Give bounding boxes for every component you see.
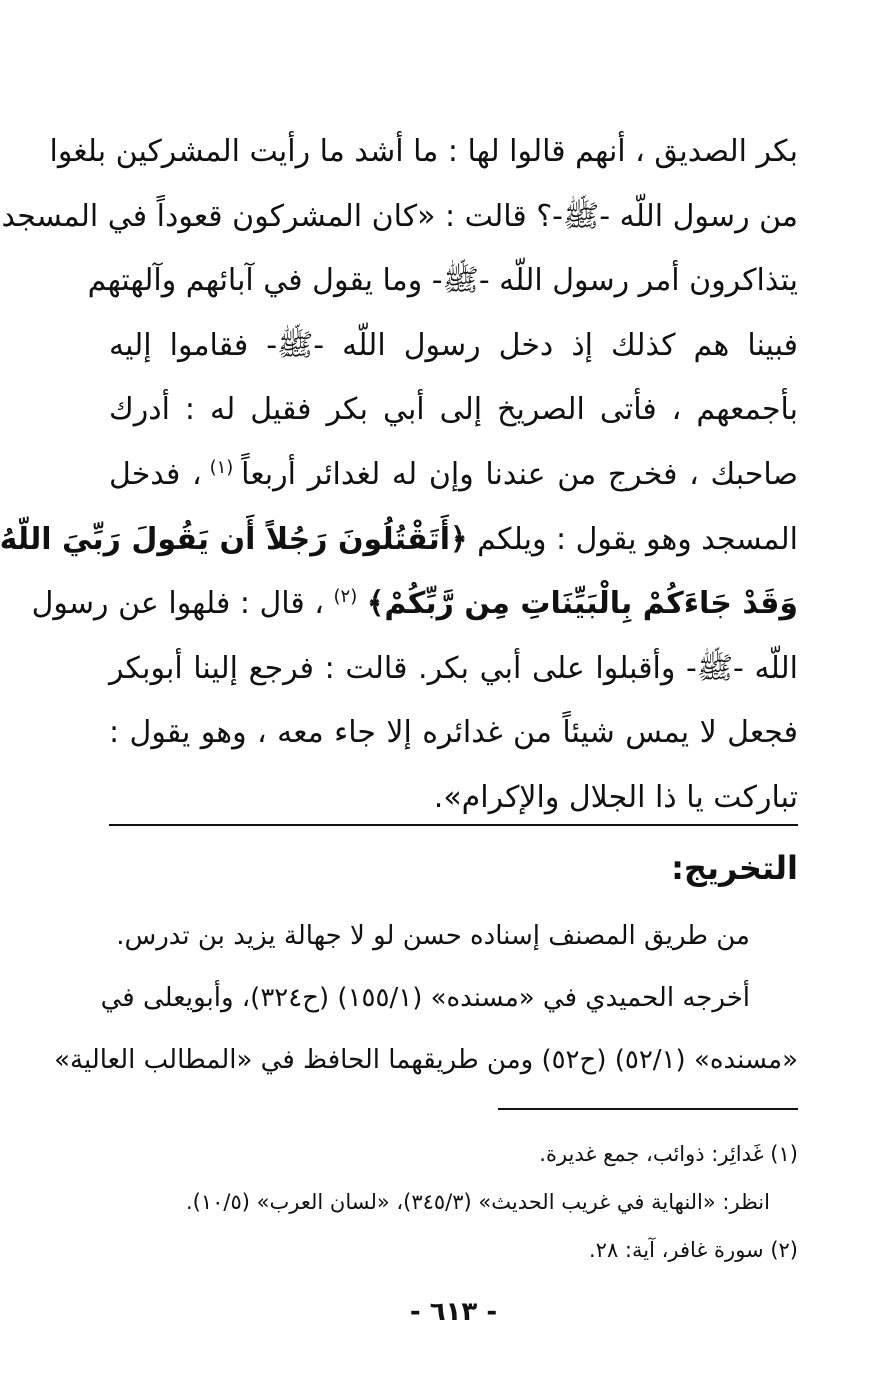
body-line-2: من رسول اللّه -ﷺ-؟ قالت : «كان المشركون قعوداً في المسجد bbox=[1, 198, 798, 234]
body-line-6 bbox=[109, 443, 798, 508]
body-line-10: فجعل لا يمس شيئاً من غدائره إلا جاء معه ، وهو يقول : bbox=[109, 715, 798, 751]
body-line-8 bbox=[31, 572, 798, 637]
section-heading: التخريج: bbox=[671, 849, 798, 887]
body-line-9: اللّه -ﷺ- وأقبلوا على أبي بكر. قالت : فرجع إلينا أبوبكر bbox=[109, 650, 798, 686]
takhrij-line-3: «مسنده» (٥٢/١) (ح٥٢) ومن طريقهما الحافظ في «المطالب العالية» bbox=[54, 1045, 798, 1075]
body-line-11: تباركت يا ذا الجلال والإكرام». bbox=[433, 779, 798, 815]
footnotes bbox=[109, 1130, 798, 1274]
body-line-7-text: المسجد وهو يقول : ويلكم bbox=[477, 521, 798, 557]
page-number: - ٦١٣ - bbox=[409, 1297, 498, 1327]
body-line-7 bbox=[0, 508, 798, 573]
body-line-1: بكر الصديق ، أنهم قالوا لها : ما أشد ما رأيت المشركين بلغوا bbox=[49, 134, 798, 169]
footnote-divider bbox=[498, 1108, 798, 1110]
footnote-ref-1: (١) bbox=[201, 456, 242, 478]
body-line-3: يتذاكرون أمر رسول اللّه -ﷺ- وما يقول في آبائهم وآلهتهم bbox=[87, 263, 798, 299]
section-divider bbox=[109, 824, 798, 826]
takhrij-line-2: أخرجه الحميدي في «مسنده» (١٥٥/١) (ح٣٢٤)، وأبويعلى في bbox=[100, 983, 750, 1013]
body-line-6-text: صاحبك ، فخرج من عندنا وإن له لغدائر أربعاً $^{(١)}$ ، فدخل bbox=[109, 456, 798, 492]
body-line-5: بأجمعهم ، فأتى الصريخ إلى أبي بكر فقيل له : أدرك bbox=[109, 392, 798, 428]
quran-verse-part-1: ﴿أَتَقْتُلُونَ رَجُلاً أَن يَقُولَ رَبِّيَ اللّهُ bbox=[0, 521, 468, 557]
footnote-2: (٢) سورة غافر، آية: ٢٨. bbox=[588, 1238, 798, 1262]
takhrij-section bbox=[54, 905, 798, 1091]
quran-verse-part-2: وَقَدْ جَاءَكُمْ بِالْبَيِّنَاتِ مِن رَّبِّكُمْ﴾ bbox=[366, 586, 798, 622]
body-line-4: فبينا هم كذلك إذ دخل رسول اللّه -ﷺ- فقاموا إليه bbox=[109, 327, 798, 363]
takhrij-line-1: من طريق المصنف إسناده حسن لو لا جهالة يزيد بن تدرس. bbox=[116, 921, 750, 951]
footnote-ref-2: (٢) bbox=[333, 586, 358, 608]
body-line-8-text: ، قال : فلهوا عن رسول bbox=[31, 586, 324, 622]
footnote-1-reference: انظر: «النهاية في غريب الحديث» (٣٤٥/٣)، «لسان العرب» (١٠/٥). bbox=[185, 1190, 770, 1214]
footnote-1: (١) غَدائِر: ذوائب، جمع غديرة. bbox=[539, 1142, 798, 1166]
main-text bbox=[0, 120, 798, 831]
